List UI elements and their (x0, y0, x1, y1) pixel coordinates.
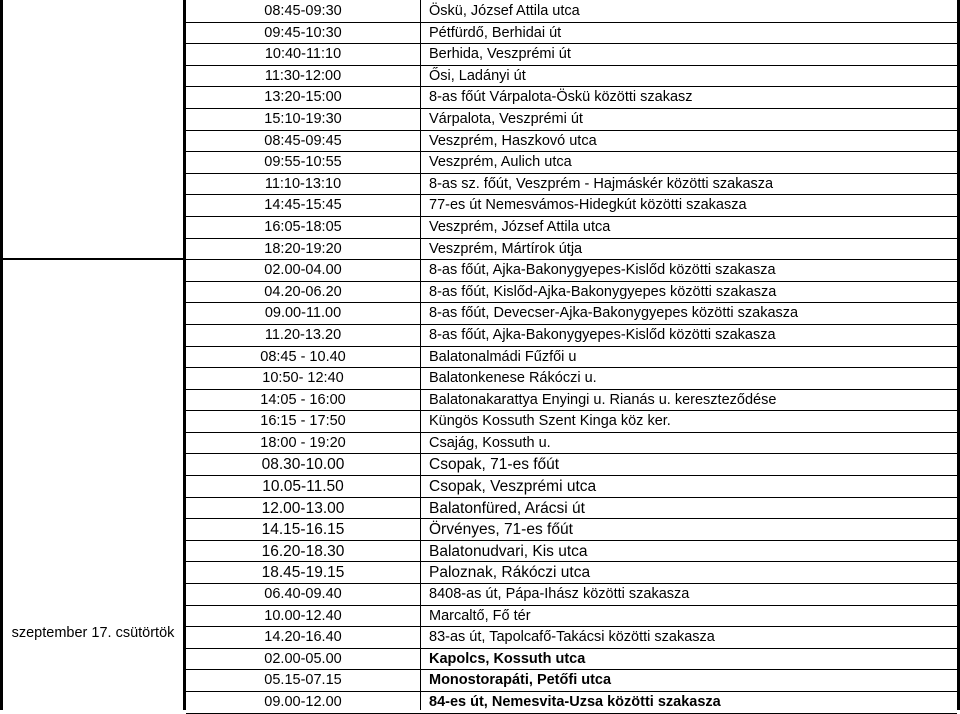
table-row (186, 131, 957, 153)
table-row (186, 433, 957, 455)
time-cell: 13:20-15:00 (264, 89, 342, 106)
table-row (186, 454, 957, 476)
location-cell: Csopak, 71-es főút (429, 456, 560, 474)
time-cell: 16:15 - 17:50 (260, 413, 346, 430)
location-cell: Balatonalmádi Fűzfői u (429, 348, 577, 365)
location-cell: Öskü, József Attila utca (429, 3, 580, 19)
time-cell: 16:05-18:05 (264, 218, 342, 235)
location-cell: Csopak, Veszprémi utca (429, 478, 597, 496)
table-row (186, 239, 957, 261)
table-row (186, 66, 957, 88)
table-row (186, 109, 957, 131)
table-row (186, 390, 957, 412)
table-row (186, 627, 957, 649)
time-cell: 14:45-15:45 (264, 197, 342, 214)
table-row (186, 692, 957, 714)
table-row (186, 584, 957, 606)
location-cell: 83-as út, Tapolcafő-Takácsi közötti szakasza (429, 629, 715, 646)
location-cell: Balatonfüred, Arácsi út (429, 499, 585, 517)
location-cell: Monostorapáti, Petőfi utca (429, 672, 612, 689)
table-row (186, 411, 957, 433)
time-cell: 18:20-19:20 (264, 240, 342, 257)
time-cell: 04.20-06.20 (264, 283, 342, 300)
table-row (186, 325, 957, 347)
time-cell: 14:05 - 16:00 (260, 391, 346, 408)
location-cell: Ősi, Ladányi út (429, 67, 526, 84)
table-row (186, 347, 957, 369)
location-cell: Küngös Kossuth Szent Kinga köz ker. (429, 413, 671, 430)
location-cell: Veszprém, Mártírok útja (429, 240, 583, 257)
time-cell: 09.00-12.00 (264, 694, 342, 710)
time-cell: 08:45 - 10.40 (260, 348, 346, 365)
location-cell: 8-as főút Várpalota-Öskü közötti szakasz (429, 89, 693, 106)
location-cell: Balatonudvari, Kis utca (429, 542, 588, 560)
location-cell: 8-as főút, Ajka-Bakonygyepes-Kislőd közötti szakasza (429, 326, 776, 343)
table-row (186, 282, 957, 304)
table-row (186, 670, 957, 692)
table-row (186, 44, 957, 66)
location-cell: 8-as főút, Kislőd-Ajka-Bakonygyepes közötti szakasza (429, 283, 777, 300)
location-cell: 77-es út Nemesvámos-Hidegkút közötti szakasza (429, 197, 747, 214)
location-cell: 84-es út, Nemesvita-Uzsa közötti szakasza (429, 694, 721, 710)
time-cell: 14.20-16.40 (264, 629, 342, 646)
table-row (186, 23, 957, 45)
time-cell: 05.15-07.15 (264, 672, 342, 689)
location-cell: 8-as főút, Devecser-Ajka-Bakonygyepes közötti szakasza (429, 305, 799, 322)
time-cell: 08:45-09:45 (264, 132, 342, 149)
time-cell: 09:45-10:30 (264, 24, 342, 41)
table-row (186, 303, 957, 325)
time-cell: 15:10-19:30 (264, 110, 342, 127)
schedule-rows (186, 1, 957, 714)
time-cell: 02.00-05.00 (264, 650, 342, 667)
location-cell: 8408-as út, Pápa-Ihász közötti szakasza (429, 586, 690, 603)
time-cell: 11.20-13.20 (264, 326, 342, 343)
table-row (186, 217, 957, 239)
time-cell: 08:45-09:30 (264, 3, 342, 19)
table-row (186, 562, 957, 584)
time-cell: 18.45-19.15 (261, 564, 345, 582)
table-row (186, 606, 957, 628)
location-cell: Várpalota, Veszprémi út (429, 110, 583, 127)
table-row (186, 195, 957, 217)
table-row (186, 541, 957, 563)
date-cell: szeptember 17. csütörtök (11, 625, 175, 641)
location-cell: 8-as főút, Ajka-Bakonygyepes-Kislőd közötti szakasza (429, 262, 776, 279)
table-row (186, 476, 957, 498)
location-cell: Berhida, Veszprémi út (429, 46, 571, 63)
location-cell: Veszprém, József Attila utca (429, 218, 611, 235)
time-cell: 18:00 - 19:20 (260, 434, 346, 451)
time-cell: 11:10-13:10 (264, 175, 342, 192)
table-row (186, 87, 957, 109)
table-row (186, 152, 957, 174)
time-cell: 12.00-13.00 (261, 499, 345, 517)
location-cell: Veszprém, Haszkovó utca (429, 132, 597, 149)
table-row (186, 649, 957, 671)
location-cell: Pétfürdő, Berhidai út (429, 24, 562, 41)
time-cell: 10.00-12.40 (264, 607, 342, 624)
location-cell: Örvényes, 71-es főút (429, 521, 573, 539)
time-cell: 10:40-11:10 (264, 46, 342, 63)
time-cell: 16.20-18.30 (261, 542, 345, 560)
table-row (186, 498, 957, 520)
table-row (186, 519, 957, 541)
time-cell: 06.40-09.40 (264, 586, 342, 603)
time-cell: 02.00-04.00 (264, 262, 342, 279)
location-cell: Paloznak, Rákóczi utca (429, 564, 591, 582)
time-cell: 09:55-10:55 (264, 154, 342, 171)
location-cell: Balatonakarattya Enyingi u. Rianás u. kereszteződése (429, 391, 777, 408)
table-row (186, 260, 957, 282)
location-cell: 8-as sz. főút, Veszprém - Hajmáskér közötti szakasza (429, 175, 774, 192)
table-row (186, 368, 957, 390)
location-cell: Csajág, Kossuth u. (429, 434, 551, 451)
location-cell: Kapolcs, Kossuth utca (429, 650, 586, 667)
time-cell: 09.00-11.00 (264, 305, 342, 322)
date-column-divider (0, 258, 186, 260)
location-cell: Balatonkenese Rákóczi u. (429, 370, 597, 387)
location-cell: Marcaltő, Fő tér (429, 607, 531, 624)
time-cell: 11:30-12:00 (264, 67, 342, 84)
time-cell: 14.15-16.15 (261, 521, 345, 539)
time-cell: 08.30-10.00 (261, 456, 345, 474)
time-cell: 10:50- 12:40 (262, 370, 344, 387)
table-border-left (0, 0, 3, 710)
time-cell: 10.05-11.50 (262, 478, 344, 496)
location-cell: Veszprém, Aulich utca (429, 154, 572, 171)
table-row (186, 174, 957, 196)
table-row (186, 1, 957, 23)
